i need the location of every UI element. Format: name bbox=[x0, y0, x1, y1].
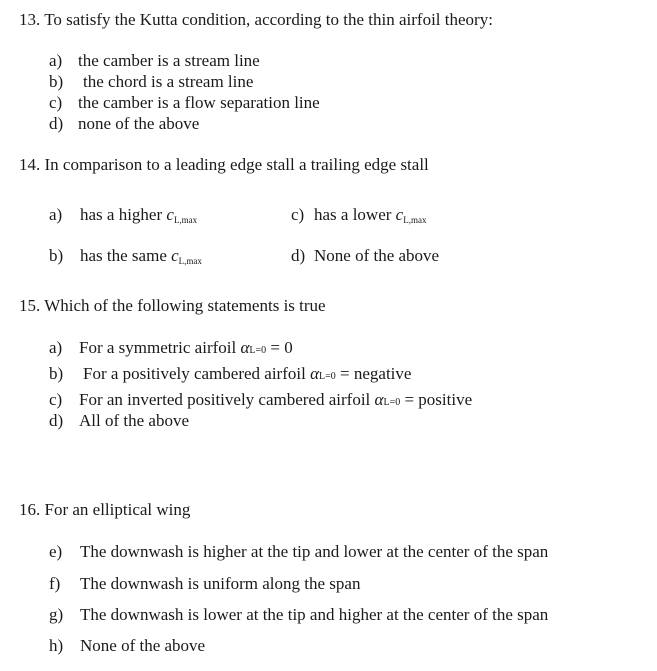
option-15c[interactable]: c) For an inverted positively cambered airfoil αL=0 = positive bbox=[49, 390, 473, 409]
question-text: For an elliptical wing bbox=[44, 500, 191, 519]
option-16e[interactable]: e) The downwash is higher at the tip and lower at the center of the span bbox=[49, 542, 549, 561]
option-14b[interactable]: b) has the same cL,max bbox=[49, 246, 202, 266]
option-15b[interactable]: b) For a positively cambered airfoil αL=0 = negative bbox=[49, 364, 412, 383]
question-number: 13. bbox=[19, 10, 41, 29]
question-15 bbox=[19, 296, 326, 316]
option-16g[interactable]: g) The downwash is lower at the tip and higher at the center of the span bbox=[49, 605, 549, 624]
option-15d[interactable]: d) All of the above bbox=[49, 411, 189, 430]
option-13b[interactable]: b) the chord is a stream line bbox=[49, 72, 254, 91]
option-16f[interactable]: f) The downwash is uniform along the span bbox=[49, 574, 361, 593]
question-number: 16. bbox=[19, 500, 41, 519]
question-16 bbox=[19, 500, 190, 520]
option-13a[interactable]: a) the camber is a stream line bbox=[49, 51, 260, 70]
question-13 bbox=[19, 10, 493, 30]
question-number: 15. bbox=[19, 296, 41, 315]
question-text: Which of the following statements is true bbox=[44, 296, 326, 315]
option-14a[interactable]: a) has a higher cL,max bbox=[49, 205, 198, 225]
question-number: 14. bbox=[19, 155, 41, 174]
option-13c[interactable]: c) the camber is a flow separation line bbox=[49, 93, 320, 112]
question-14 bbox=[19, 155, 429, 175]
option-16h[interactable]: h) None of the above bbox=[49, 636, 206, 655]
question-text: In comparison to a leading edge stall a trailing edge stall bbox=[44, 155, 429, 174]
question-text: To satisfy the Kutta condition, according to the thin airfoil theory: bbox=[44, 10, 493, 29]
option-14d[interactable]: d) None of the above bbox=[291, 246, 440, 265]
option-14c[interactable]: c) has a lower cL,max bbox=[291, 205, 427, 225]
option-13d[interactable]: d) none of the above bbox=[49, 114, 200, 133]
option-15a[interactable]: a) For a symmetric airfoil αL=0 = 0 bbox=[49, 338, 293, 357]
